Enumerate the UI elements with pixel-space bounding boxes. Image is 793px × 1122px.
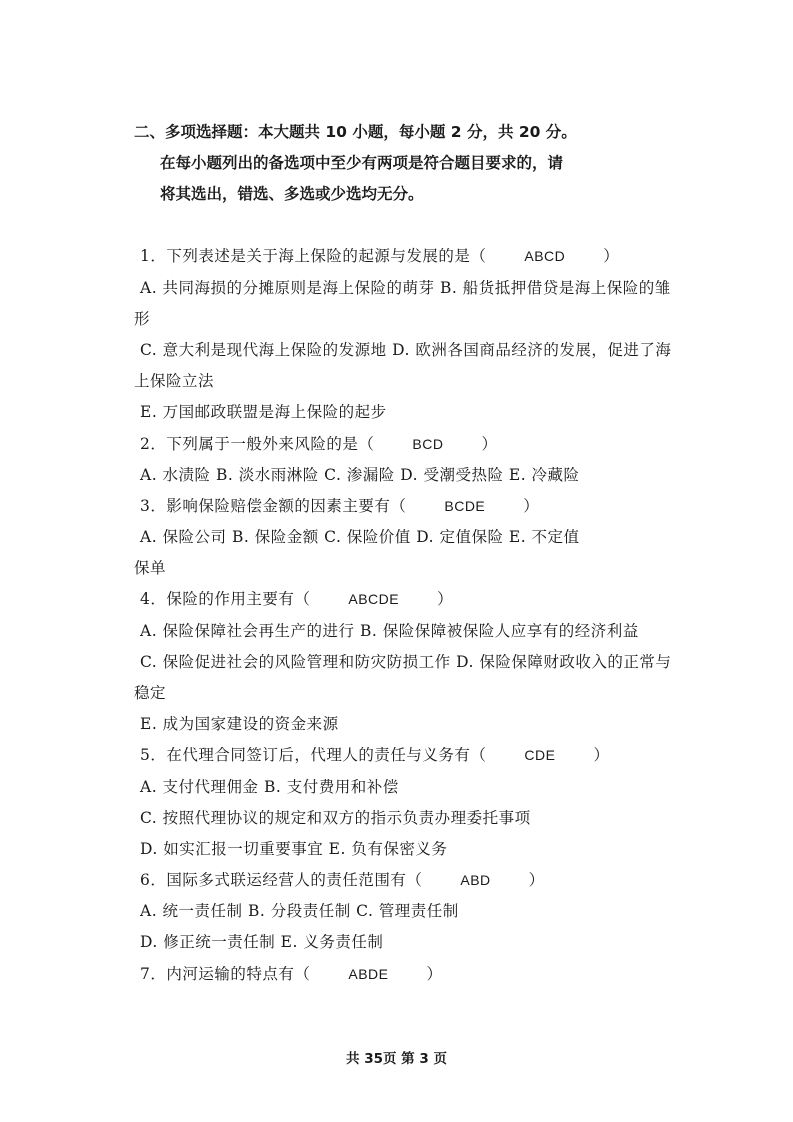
question-5 bbox=[140, 743, 609, 765]
question-2-answer: BCD bbox=[412, 436, 444, 452]
question-6-options-de: D. 修正统一责任制 E. 义务责任制 bbox=[140, 933, 384, 951]
question-6-stem: 6．国际多式联运经营人的责任范围有（ bbox=[140, 871, 423, 889]
question-2-options: A. 水渍险 B. 淡水雨淋险 C. 渗漏险 D. 受潮受热险 E. 冷藏险 bbox=[140, 466, 580, 484]
section-title: 二、多项选择题：本大题共 10 小题，每小题 2 分，共 20 分。 bbox=[134, 123, 577, 141]
question-1 bbox=[140, 244, 619, 266]
question-5-close: ） bbox=[593, 746, 610, 764]
question-1-options-cd: C. 意大利是现代海上保险的发源地 D. 欧洲各国商品经济的发展，促进了海 bbox=[140, 341, 672, 359]
question-1-options-ab-cont: 形 bbox=[134, 310, 151, 328]
question-1-option-e: E. 万国邮政联盟是海上保险的起步 bbox=[140, 403, 387, 421]
question-6-close: ） bbox=[528, 871, 545, 889]
question-1-close: ） bbox=[603, 247, 620, 265]
question-6-options-abc: A. 统一责任制 B. 分段责任制 C. 管理责任制 bbox=[140, 902, 459, 920]
question-2-stem: 2．下列属于一般外来风险的是（ bbox=[140, 435, 375, 453]
question-5-options-ab: A. 支付代理佣金 B. 支付费用和补偿 bbox=[140, 778, 399, 796]
question-4-stem: 4．保险的作用主要有（ bbox=[140, 590, 311, 608]
section-instruction-1: 在每小题列出的备选项中至少有两项是符合题目要求的，请 bbox=[160, 154, 564, 172]
question-4-options-ab: A. 保险保障社会再生产的进行 B. 保险保障被保险人应享有的经济利益 bbox=[140, 622, 639, 640]
question-4-options-cd-cont: 稳定 bbox=[134, 684, 167, 702]
question-1-stem: 1．下列表述是关于海上保险的起源与发展的是（ bbox=[140, 247, 487, 265]
question-4-answer: ABCDE bbox=[348, 591, 400, 607]
page-footer: 共 35页 第 3 页 bbox=[346, 1051, 447, 1067]
question-5-answer: CDE bbox=[524, 747, 556, 763]
question-7-close: ） bbox=[426, 965, 443, 983]
question-5-option-c: C. 按照代理协议的规定和双方的指示负责办理委托事项 bbox=[140, 809, 531, 827]
question-3-options: A. 保险公司 B. 保险金额 C. 保险价值 D. 定值保险 E. 不定值 bbox=[140, 528, 580, 546]
question-7-answer: ABDE bbox=[348, 966, 389, 982]
question-3-close: ） bbox=[523, 497, 540, 515]
question-6 bbox=[140, 868, 545, 890]
question-1-options-ab: A. 共同海损的分摊原则是海上保险的萌芽 B. 船货抵押借贷是海上保险的雏 bbox=[140, 279, 671, 297]
question-4-option-e: E. 成为国家建设的资金来源 bbox=[140, 715, 339, 733]
question-4 bbox=[140, 587, 453, 609]
question-5-options-de: D. 如实汇报一切重要事宜 E. 负有保密义务 bbox=[140, 840, 448, 858]
question-3-stem: 3．影响保险赔偿金额的因素主要有（ bbox=[140, 497, 407, 515]
question-7 bbox=[140, 962, 443, 984]
question-6-answer: ABD bbox=[460, 872, 491, 888]
section-instruction-2: 将其选出，错选、多选或少选均无分。 bbox=[160, 185, 424, 203]
question-7-stem: 7．内河运输的特点有（ bbox=[140, 965, 311, 983]
question-3 bbox=[140, 494, 539, 516]
question-4-close: ） bbox=[437, 590, 454, 608]
question-3-options-cont: 保单 bbox=[134, 559, 167, 577]
question-4-options-cd: C. 保险促进社会的风险管理和防灾防损工作 D. 保险保障财政收入的正常与 bbox=[140, 653, 672, 671]
question-1-answer: ABCD bbox=[524, 248, 566, 264]
question-3-answer: BCDE bbox=[444, 498, 486, 514]
question-5-stem: 5．在代理合同签订后，代理人的责任与义务有（ bbox=[140, 746, 487, 764]
question-2-close: ） bbox=[481, 435, 498, 453]
question-1-options-cd-cont: 上保险立法 bbox=[134, 372, 215, 390]
question-2 bbox=[140, 432, 497, 454]
